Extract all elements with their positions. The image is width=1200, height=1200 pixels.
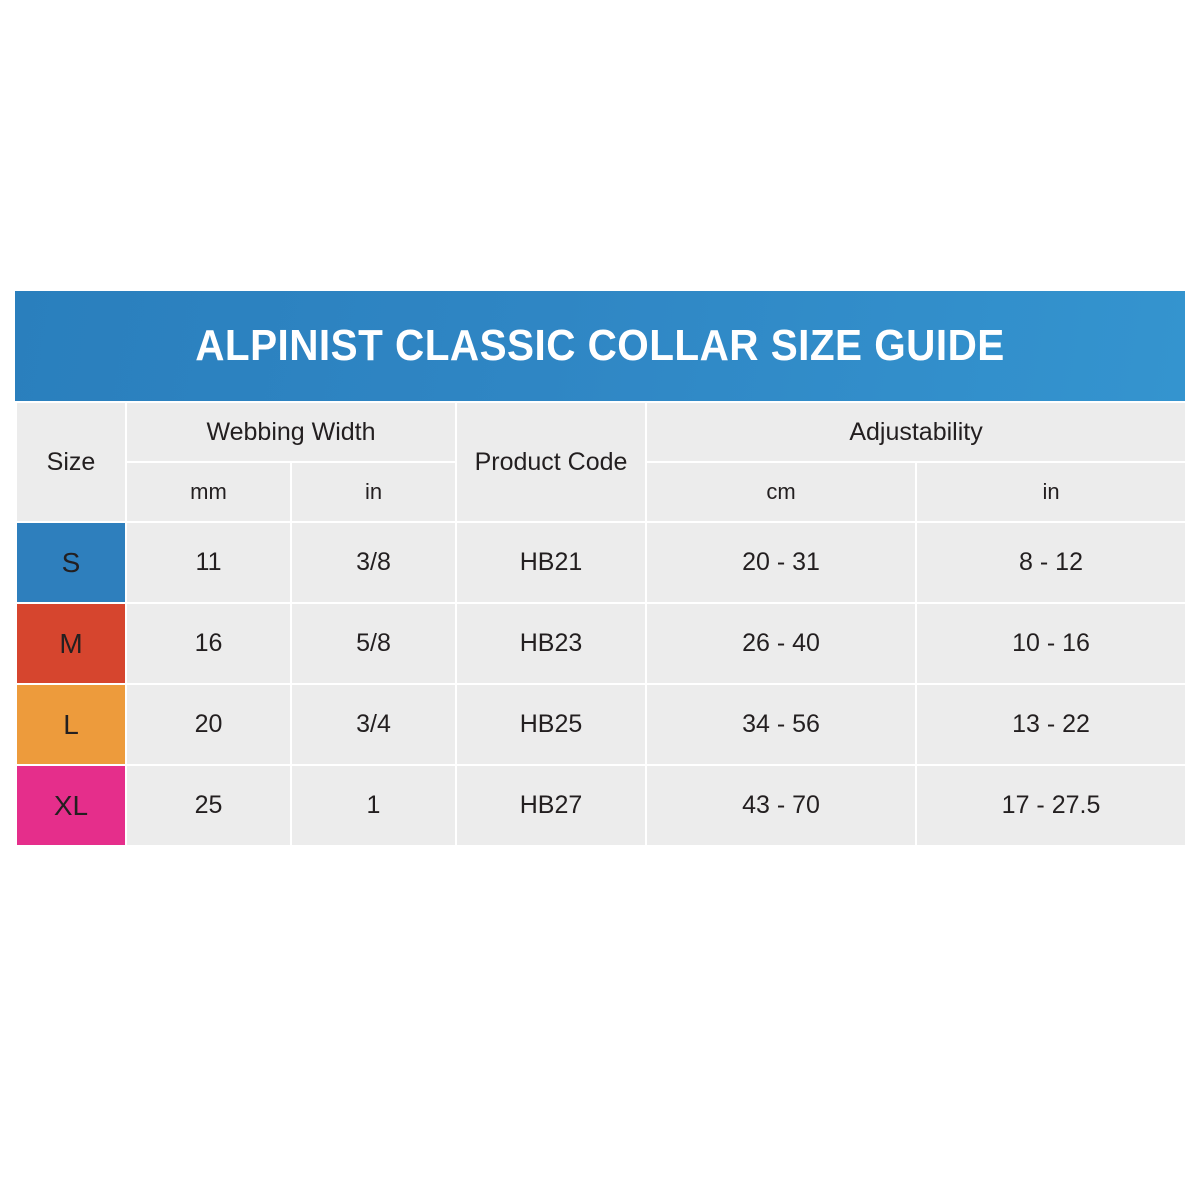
cell-webbing-mm: 16 <box>126 603 291 684</box>
header-adjustability: Adjustability <box>646 402 1186 462</box>
table-row <box>16 684 1186 765</box>
header-webbing-mm: mm <box>126 462 291 522</box>
header-webbing-in: in <box>291 462 456 522</box>
cell-adjust-in: 10 - 16 <box>916 603 1186 684</box>
cell-adjust-cm: 43 - 70 <box>646 765 916 846</box>
size-badge-l: L <box>16 684 126 765</box>
size-badge-xl: XL <box>16 765 126 846</box>
cell-product-code: HB23 <box>456 603 646 684</box>
cell-product-code: HB21 <box>456 522 646 603</box>
cell-product-code: HB27 <box>456 765 646 846</box>
cell-product-code: HB25 <box>456 684 646 765</box>
header-webbing-width: Webbing Width <box>126 402 456 462</box>
header-adjust-cm: cm <box>646 462 916 522</box>
cell-webbing-in: 3/4 <box>291 684 456 765</box>
cell-webbing-mm: 25 <box>126 765 291 846</box>
header-adjust-in: in <box>916 462 1186 522</box>
cell-adjust-in: 8 - 12 <box>916 522 1186 603</box>
size-badge-s: S <box>16 522 126 603</box>
header-product-code: Product Code <box>456 402 646 522</box>
cell-webbing-in: 3/8 <box>291 522 456 603</box>
cell-webbing-mm: 11 <box>126 522 291 603</box>
page-title: ALPINIST CLASSIC COLLAR SIZE GUIDE <box>195 321 1005 370</box>
table-row <box>16 522 1186 603</box>
cell-webbing-in: 1 <box>291 765 456 846</box>
table-body <box>16 522 1186 846</box>
cell-adjust-in: 17 - 27.5 <box>916 765 1186 846</box>
table-header-row-top <box>16 402 1186 462</box>
size-guide-card <box>15 291 1185 847</box>
cell-webbing-mm: 20 <box>126 684 291 765</box>
cell-adjust-in: 13 - 22 <box>916 684 1186 765</box>
size-guide-title-bar <box>15 291 1185 401</box>
cell-webbing-in: 5/8 <box>291 603 456 684</box>
table-header <box>16 402 1186 522</box>
table-row <box>16 603 1186 684</box>
size-badge-m: M <box>16 603 126 684</box>
table-row <box>16 765 1186 846</box>
cell-adjust-cm: 20 - 31 <box>646 522 916 603</box>
header-size: Size <box>16 402 126 522</box>
cell-adjust-cm: 26 - 40 <box>646 603 916 684</box>
size-guide-table <box>15 401 1187 847</box>
cell-adjust-cm: 34 - 56 <box>646 684 916 765</box>
